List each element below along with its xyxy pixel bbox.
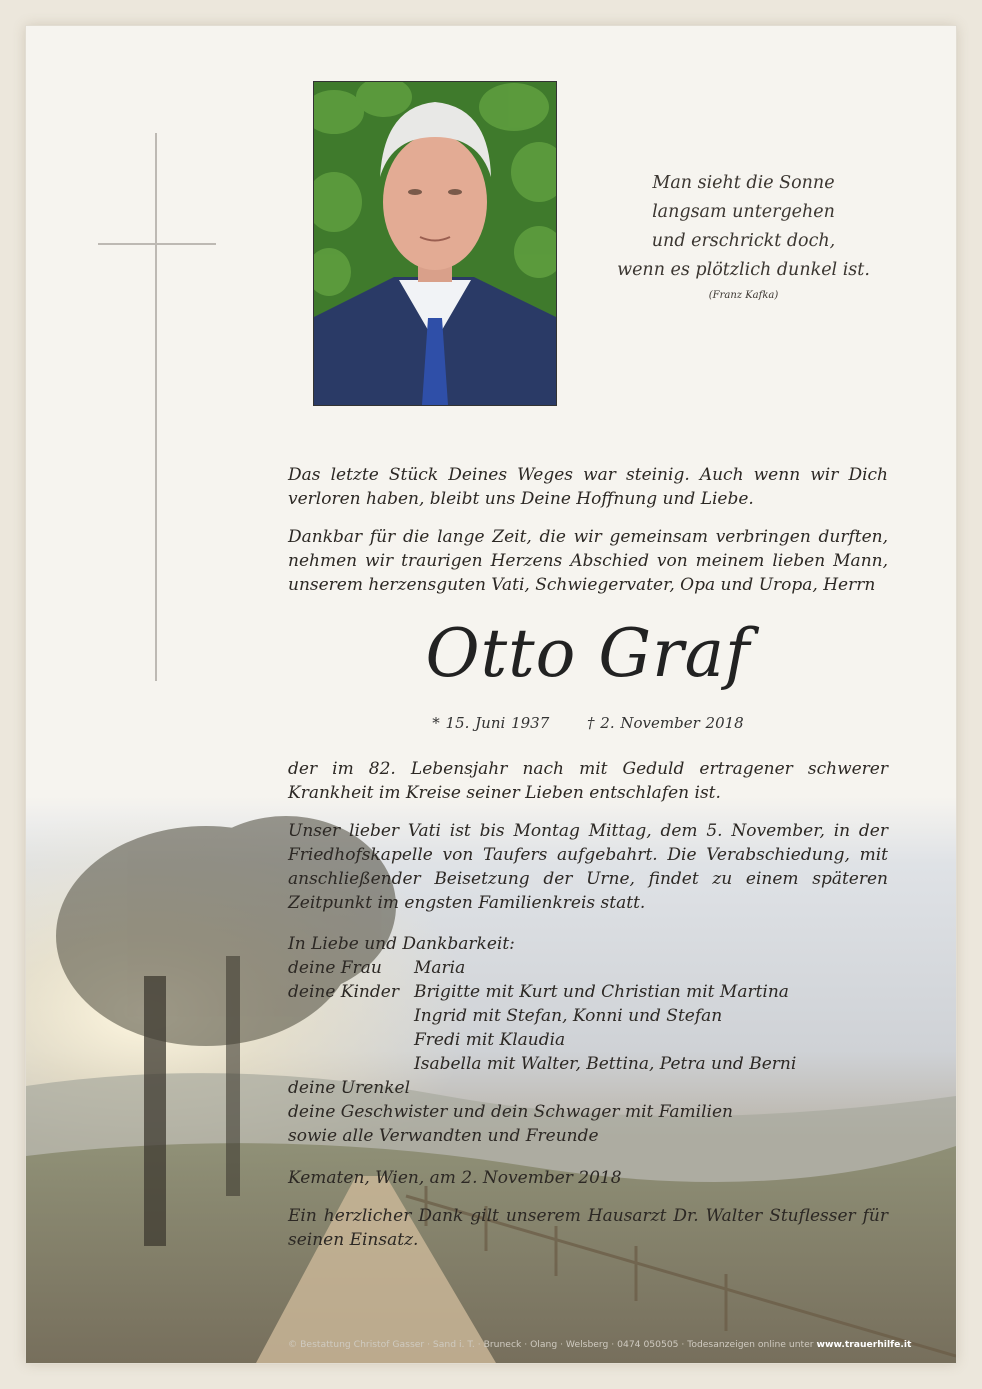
mourners-heading: In Liebe und Dankbarkeit:: [288, 934, 515, 954]
thanks-text: Ein herzlicher Dank gilt unserem Hausarzt Dr. Walter Stuflesser für seinen Einsatz.: [288, 1206, 888, 1250]
child-entry: Isabella mit Walter, Bettina, Petra und Berni: [414, 1054, 797, 1074]
quote-source: (Franz Kafka): [708, 290, 779, 301]
child-entry: Ingrid mit Stefan, Konni und Stefan: [414, 1006, 723, 1026]
death-date: † 2. November 2018: [587, 714, 744, 732]
quote-line-1: Man sieht die Sonne: [652, 173, 835, 193]
child-entry: Fredi mit Klaudia: [414, 1030, 566, 1050]
kafka-quote: [566, 169, 921, 307]
mourners-list: [288, 932, 888, 1252]
wife-name: Maria: [414, 958, 466, 978]
obituary-card: [26, 26, 956, 1363]
other-mourners-3: sowie alle Verwandten und Freunde: [288, 1126, 599, 1146]
quote-line-3: und erschrickt doch,: [651, 231, 836, 251]
details-paragraph-1: der im 82. Lebensjahr nach mit Geduld ertragener schwerer Krankheit im Kreise seiner Lieben entschlafen ist.: [288, 759, 888, 803]
details-paragraph-2: Unser lieber Vati ist bis Montag Mittag, dem 5. November, in der Friedhofskapelle von Taufers aufgebahrt. Die Verabschiedung, mit anschließender Beisetzung der Urne, findet zu einem späteren Zeitpunkt im engsten Familienkreis statt.: [288, 821, 888, 913]
cross-vertical-bar: [155, 133, 157, 681]
quote-line-4: wenn es plötzlich dunkel ist.: [617, 260, 870, 280]
wife-label: deine Frau: [288, 958, 382, 978]
child-entry: Brigitte mit Kurt und Christian mit Martina: [414, 982, 789, 1002]
place-date: Kematen, Wien, am 2. November 2018: [288, 1168, 622, 1188]
list-item: [288, 980, 888, 1076]
cross-horizontal-bar: [98, 243, 216, 245]
intro-text: [288, 463, 888, 597]
footer-credit: [288, 1339, 956, 1350]
quote-line-2: langsam untergehen: [652, 202, 835, 222]
details-text: [288, 757, 888, 915]
intro-paragraph-1: Das letzte Stück Deines Weges war steinig. Auch wenn wir Dich verloren haben, bleibt uns Deine Hoffnung und Liebe.: [288, 465, 888, 509]
intro-paragraph-2: Dankbar für die lange Zeit, die wir gemeinsam verbringen durften, nehmen wir traurigen Herzens Abschied von meinem lieben Mann, unserem herzensguten Vati, Schwiegervater, Opa und Uropa, Herrn: [288, 527, 888, 595]
other-mourners-2: deine Geschwister und dein Schwager mit Familien: [288, 1102, 733, 1122]
footer-website-link[interactable]: www.trauerhilfe.it: [816, 1339, 912, 1350]
birth-date: * 15. Juni 1937: [432, 714, 550, 732]
list-item: [288, 956, 888, 980]
portrait-photo: [313, 81, 557, 406]
footer-text: © Bestattung Christof Gasser · Sand i. T. · Bruneck · Olang · Welsberg · 0474 050505 · Todesanzeigen online unter: [288, 1339, 814, 1350]
deceased-name: Otto Graf: [425, 615, 751, 692]
children-label: deine Kinder: [288, 982, 399, 1002]
other-mourners-1: deine Urenkel: [288, 1078, 411, 1098]
life-dates: [288, 714, 888, 732]
